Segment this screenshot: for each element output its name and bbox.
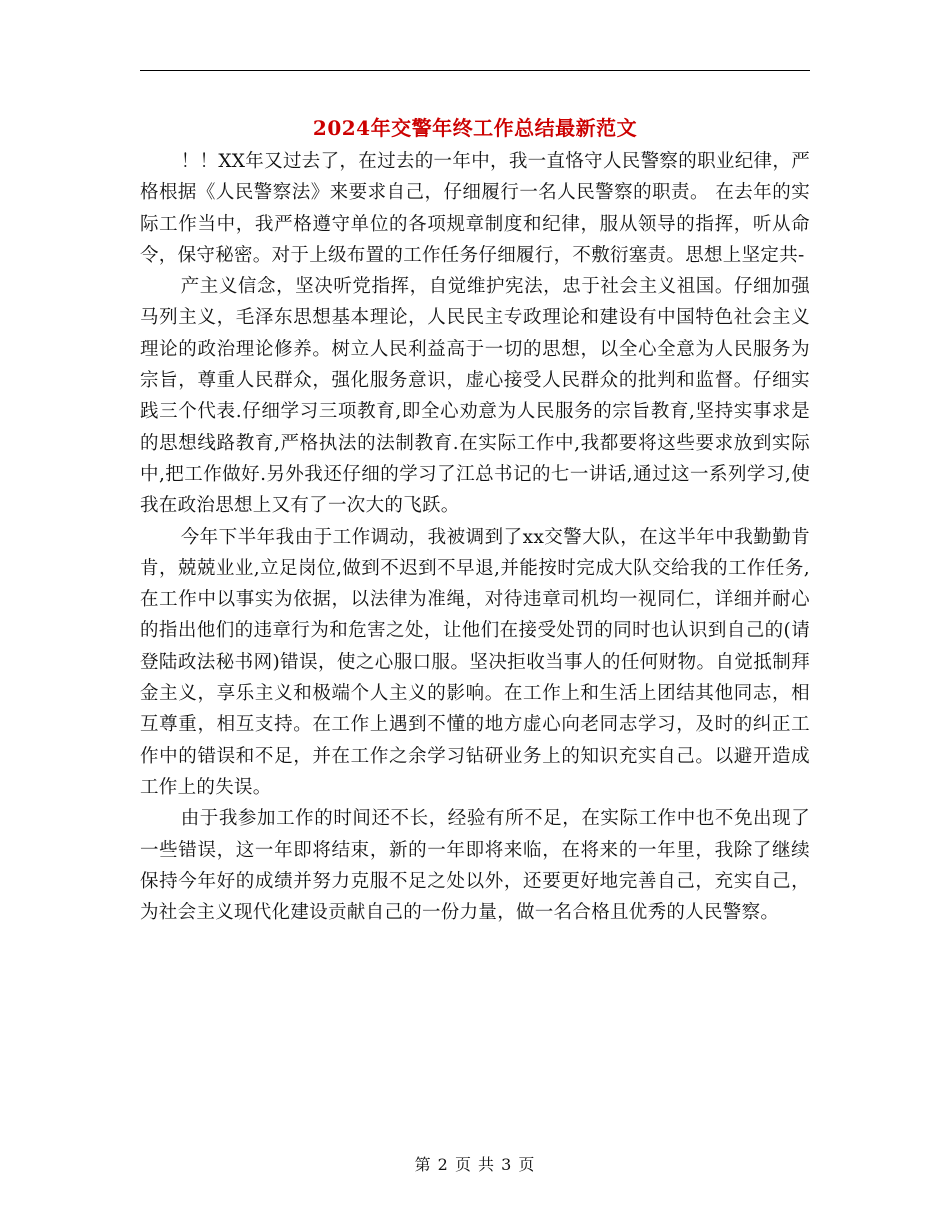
paragraph-2: 产主义信念，坚决听党指挥，自觉维护宪法，忠于社会主义祖国。仔细加强马列主义，毛泽东思想基本理论，人民民主专政理论和建设有中国特色社会主义理论的政治理论修养。树立人民利益高于一切的思想，以全心全意为人民服务为宗旨，尊重人民群众，强化服务意识，虚心接受人民群众的批判和监督。仔细实践三个代表.仔细学习三项教育,即全心劝意为人民服务的宗旨教育,坚持实事求是的思想线路教育,严格执法的法制教育.在实际工作中,我都要将这些要求放到实际中,把工作做好.另外我还仔细的学习了江总书记的七一讲话,通过这一系列学习,使我在政治思想上又有了一次大的飞跃。 [140,276,810,517]
paragraph-1: ！！XX年又过去了，在过去的一年中，我一直恪守人民警察的职业纪律，严格根据《人民警察法》来要求自己，仔细履行一名人民警察的职责。 在去年的实际工作当中，我严格遵守单位的各项规章制度和纪律，服从领导的指挥，听从命令，保守秘密。对于上级布置的工作任务仔细履行，不敷衍塞责。思想上坚定共- [140,151,810,266]
header-rule [140,70,810,71]
document-body [140,146,810,928]
paragraph-4: 由于我参加工作的时间还不长，经验有所不足，在实际工作中也不免出现了一些错误，这一年即将结束，新的一年即将来临，在将来的一年里，我除了继续保持今年好的成绩并努力克服不足之处以外，还要更好地完善自己，充实自己，为社会主义现代化建设贡献自己的一份力量，做一名合格且优秀的人民警察。 [140,808,810,924]
page-number-footer: 第 2 页 共 3 页 [414,1155,536,1174]
document-title: 2024年交警年终工作总结最新范文 [312,116,638,140]
paragraph-3: 今年下半年我由于工作调动，我被调到了xx交警大队，在这半年中我勤勤肯肯，兢兢业业,立足岗位,做到不迟到不早退,并能按时完成大队交给我的工作任务,在工作中以事实为依据，以法律为准绳，对待违章司机均一视同仁，详细并耐心的指出他们的违章行为和危害之处，让他们在接受处罚的同时也认识到自己的(请登陆政法秘书网)错误，使之心服口服。坚决拒收当事人的任何财物。自觉抵制拜金主义，享乐主义和极端个人主义的影响。在工作上和生活上团结其他同志，相互尊重，相互支持。在工作上遇到不懂的地方虚心向老同志学习，及时的纠正工作中的错误和不足，并在工作之余学习钻研业务上的知识充实自己。以避开造成工作上的失误。 [140,526,810,798]
